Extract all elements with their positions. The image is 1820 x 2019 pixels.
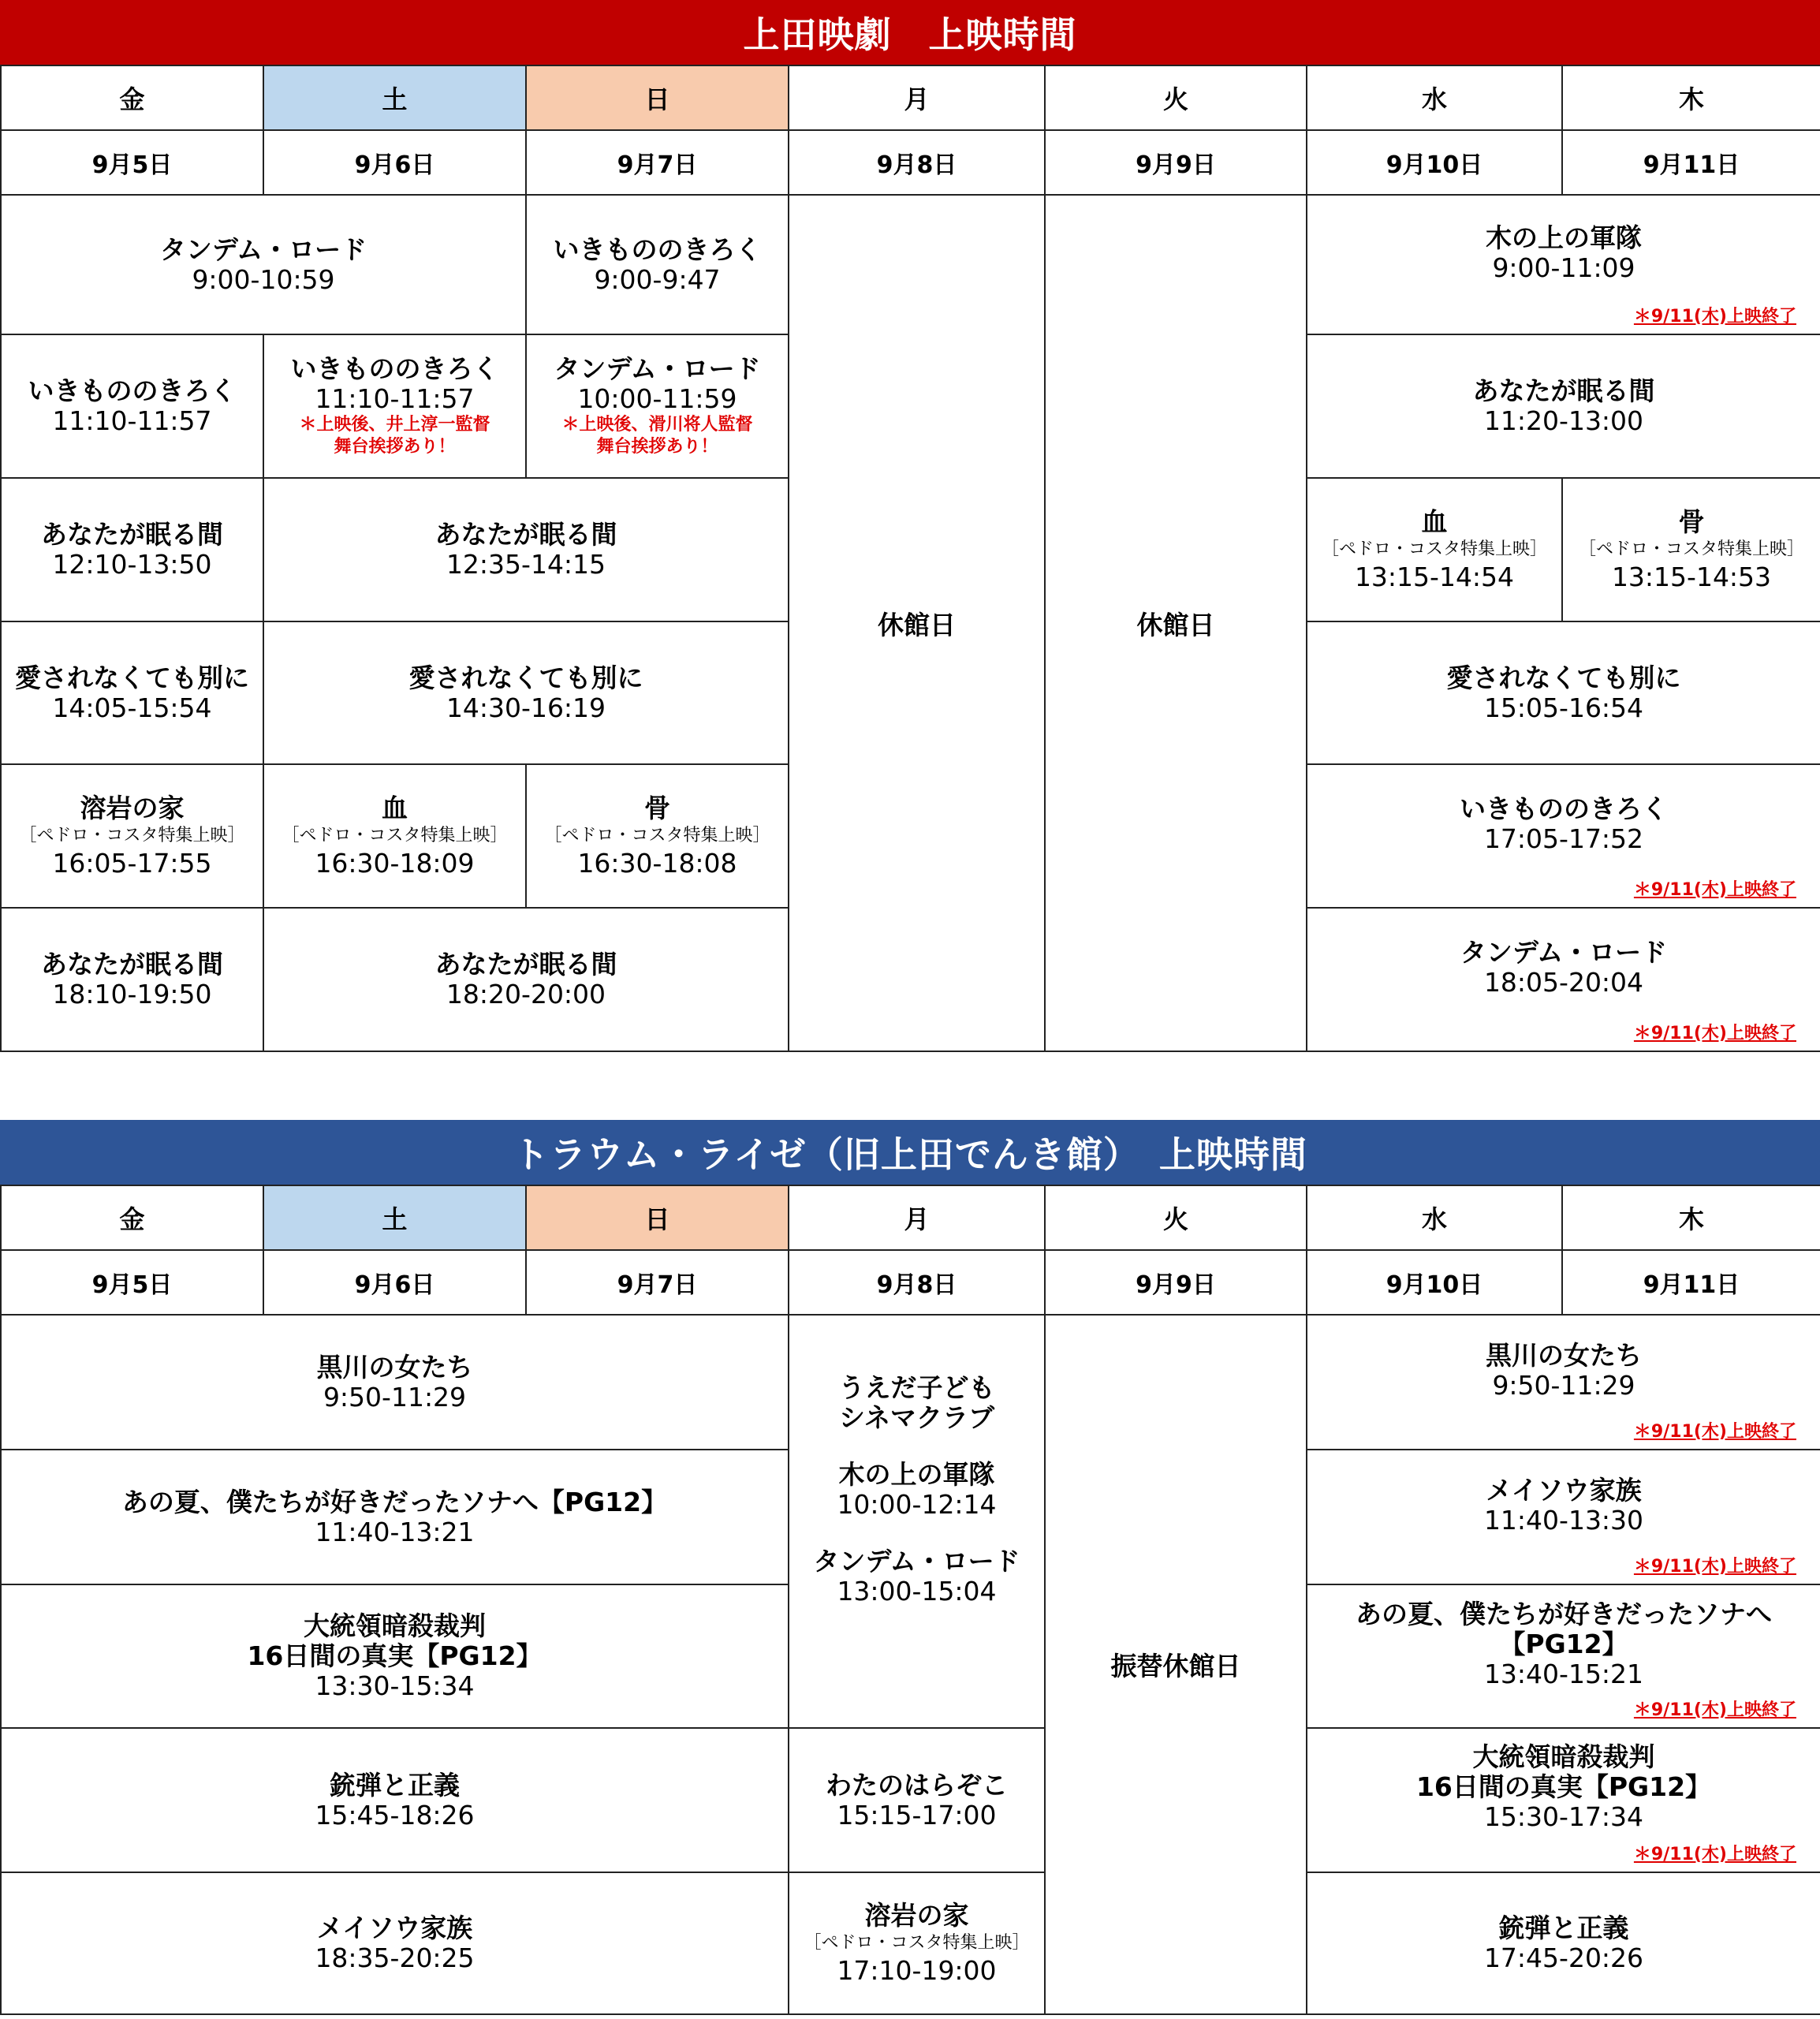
screening-cell [1,334,263,478]
screening-row [1,1872,1820,2014]
film-title: あなたが眠る間 [41,949,223,980]
showtime: 9:00-9:47 [594,263,721,295]
showtime: 12:35-14:15 [446,549,606,580]
section-title-banner: 上田映劇 上映時間 [0,0,1820,65]
screening-cell [526,195,789,334]
weekday-thu: 木 [1562,65,1820,130]
film-title: 銃弾と正義 [330,1769,460,1801]
closed-cell-tue [1045,195,1307,1051]
film-title: 骨 [1678,506,1705,537]
screening-row [1,1728,1820,1872]
kids-cinema-club-cell [789,1315,1045,1728]
showtime: 11:10-11:57 [315,383,475,414]
weekday-fri: 金 [1,65,263,130]
special-program-label: ［ペドロ・コスタ特集上映］ [544,826,770,845]
weekday-tue: 火 [1045,1185,1307,1250]
film-title: 黒川の女たち [1486,1339,1642,1371]
weekday-row [1,65,1820,130]
date-0911: 9月11日 [1562,130,1820,195]
weekday-fri: 金 [1,1185,263,1250]
schedule-table-traum-reise [0,1185,1820,2015]
film-title: 木の上の軍隊 [838,1459,995,1490]
screening-cell [1307,1450,1820,1584]
end-note: ＊9/11(木)上映終了 [1633,1422,1796,1442]
showtime: 15:05-16:54 [1483,692,1644,723]
screening-row [1,1315,1820,1450]
program-title: うえだ子ども [838,1372,995,1403]
spacer [789,1607,1044,1670]
showtime: 16:30-18:09 [315,848,475,879]
date-row [1,130,1820,195]
screening-cell [1307,1872,1820,2014]
screening-cell [1307,478,1562,621]
showtime: 17:10-19:00 [837,1955,997,1986]
film-title: 愛されなくても別に [15,662,249,693]
showtime: 11:20-13:00 [1483,405,1644,436]
end-note: ＊9/11(木)上映終了 [1633,1845,1796,1864]
film-title: メイソウ家族 [316,1913,473,1943]
weekday-mon: 月 [789,1185,1045,1250]
screening-row [1,195,1820,334]
film-title: 大統領暗殺裁判 [1472,1741,1655,1772]
date-row [1,1250,1820,1315]
date-0908: 9月8日 [789,130,1045,195]
film-title: 愛されなくても別に [1446,662,1681,693]
screening-cell [1,908,263,1051]
special-program-label: ［ペドロ・コスタ特集上映］ [19,826,245,845]
screening-cell [1307,334,1820,478]
film-title: 16日間の真実【PG12】 [247,1640,543,1671]
screening-cell [1,1584,789,1728]
screening-cell [263,478,789,621]
screening-cell [1,621,263,764]
screening-cell [1307,195,1820,334]
event-note: ＊上映後、滑川将人監督 [561,415,753,435]
special-program-label: ［ペドロ・コスタ特集上映］ [282,826,508,845]
film-title: 黒川の女たち [316,1351,473,1383]
date-0906: 9月6日 [263,130,526,195]
screening-cell [1307,1315,1820,1450]
film-title: わたのはらぞこ [826,1769,1008,1801]
showtime: 16:30-18:08 [577,848,737,879]
screening-cell [1307,908,1820,1051]
showtime: 14:05-15:54 [52,692,212,723]
screening-cell [1562,478,1820,621]
screening-cell [1,1872,789,2014]
film-title: いきもののきろく [290,353,499,384]
screening-cell [789,1728,1045,1872]
film-title: いきもののきろく [28,375,237,406]
end-note: ＊9/11(木)上映終了 [1633,880,1796,900]
date-0910: 9月10日 [1307,1250,1562,1315]
weekday-wed: 水 [1307,65,1562,130]
showtime: 11:40-13:21 [315,1516,475,1547]
film-title: 溶岩の家 [864,1900,969,1931]
weekday-sat: 土 [263,65,526,130]
schedule-table-ueda-eigeki [0,65,1820,1052]
film-title: あなたが眠る間 [434,519,617,550]
weekday-thu: 木 [1562,1185,1820,1250]
weekday-sat: 土 [263,1185,526,1250]
screening-cell [1,1450,789,1584]
date-0905: 9月5日 [1,130,263,195]
section-title-banner: トラウム・ライゼ（旧上田でんき館） 上映時間 [0,1120,1820,1185]
screening-cell [1,1728,789,1872]
screening-cell [1307,621,1820,764]
showtime: 17:45-20:26 [1483,1942,1644,1973]
event-note: 舞台挨拶あり！ [334,437,456,457]
program-title: シネマクラブ [838,1402,994,1433]
film-title: 16日間の真実【PG12】 [1415,1771,1712,1802]
screening-cell [789,1872,1045,2014]
date-0907: 9月7日 [526,1250,789,1315]
showtime: 15:15-17:00 [837,1799,997,1831]
film-title: タンデム・ロード [813,1546,1020,1577]
film-title: メイソウ家族 [1486,1474,1642,1506]
showtime: 9:00-10:59 [192,263,335,295]
film-title: 銃弾と正義 [1498,1913,1629,1943]
screening-cell [1307,1728,1820,1872]
screening-cell [263,334,526,478]
screening-cell [1,195,526,334]
date-0909: 9月9日 [1045,130,1307,195]
showtime: 18:20-20:00 [446,979,606,1010]
end-note: ＊9/11(木)上映終了 [1633,1700,1796,1720]
film-title: 骨 [644,793,670,823]
event-note: 舞台挨拶あり！ [596,437,718,457]
showtime: 13:40-15:21 [1483,1659,1644,1689]
screening-cell [1,478,263,621]
weekday-tue: 火 [1045,65,1307,130]
showtime: 13:15-14:53 [1611,562,1772,592]
date-0910: 9月10日 [1307,130,1562,195]
screening-cell [1,1315,789,1450]
film-title: 愛されなくても別に [408,662,643,693]
closed-label: 振替休館日 [1110,1651,1241,1681]
special-program-label: ［ペドロ・コスタ特集上映］ [1321,539,1547,559]
film-title: 血 [382,793,408,823]
screening-cell [526,764,789,908]
showtime: 12:10-13:50 [52,549,212,580]
showtime: 13:15-14:54 [1354,562,1515,592]
section-traum-reise [0,1120,1820,2019]
end-note: ＊9/11(木)上映終了 [1633,307,1796,327]
film-title: タンデム・ロード [1460,937,1668,968]
screening-cell [1,764,263,908]
weekday-sun: 日 [526,65,789,130]
closed-label: 休館日 [1136,609,1215,640]
screening-cell [1307,1584,1820,1728]
showtime: 14:30-16:19 [446,692,606,723]
showtime: 13:30-15:34 [315,1670,475,1701]
screening-cell [1307,764,1820,908]
film-title: あなたが眠る間 [1472,375,1655,406]
spacer [789,1433,1044,1460]
film-title: あの夏、僕たちが好きだったソナへ【PG12】 [1356,1599,1772,1659]
showtime: 9:00-11:09 [1492,252,1635,283]
date-0908: 9月8日 [789,1250,1045,1315]
showtime: 9:50-11:29 [1492,1369,1635,1401]
showtime: 10:00-11:59 [577,383,737,414]
showtime: 11:10-11:57 [52,405,212,436]
date-0909: 9月9日 [1045,1250,1307,1315]
showtime: 11:40-13:30 [1483,1504,1644,1536]
film-title: 血 [1421,506,1448,537]
film-title: タンデム・ロード [554,353,761,384]
showtime: 15:30-17:34 [1483,1801,1644,1832]
showtime: 17:05-17:52 [1483,823,1644,854]
weekday-wed: 水 [1307,1185,1562,1250]
closed-cell-tue [1045,1315,1307,2014]
special-program-label: ［ペドロ・コスタ特集上映］ [804,1933,1030,1953]
screening-cell [263,908,789,1051]
film-title: 木の上の軍隊 [1486,222,1642,253]
weekday-sun: 日 [526,1185,789,1250]
film-title: 大統領暗殺裁判 [304,1610,486,1641]
showtime: 18:05-20:04 [1483,967,1644,998]
film-title: あなたが眠る間 [434,949,617,980]
screening-cell [263,621,789,764]
end-note: ＊9/11(木)上映終了 [1633,1024,1796,1043]
spacer [789,1520,1044,1547]
closed-cell-mon [789,195,1045,1051]
film-title: いきもののきろく [1460,793,1668,824]
closed-label: 休館日 [878,609,956,640]
film-title: いきもののきろく [553,233,762,265]
film-title: タンデム・ロード [159,233,367,265]
event-note: ＊上映後、井上淳一監督 [299,415,490,435]
date-0907: 9月7日 [526,130,789,195]
screening-cell [526,334,789,478]
showtime: 10:00-12:14 [837,1489,997,1520]
showtime: 18:10-19:50 [52,979,212,1010]
film-title: あの夏、僕たちが好きだったソナへ【PG12】 [121,1486,668,1517]
end-note: ＊9/11(木)上映終了 [1633,1557,1796,1577]
showtime: 13:00-15:04 [837,1576,997,1607]
showtime: 16:05-17:55 [52,848,212,879]
film-title: あなたが眠る間 [41,519,223,550]
showtime: 18:35-20:25 [315,1942,475,1973]
weekday-mon: 月 [789,65,1045,130]
date-0911: 9月11日 [1562,1250,1820,1315]
screening-cell [263,764,526,908]
date-0905: 9月5日 [1,1250,263,1315]
weekday-row [1,1185,1820,1250]
special-program-label: ［ペドロ・コスタ特集上映］ [1578,539,1804,559]
date-0906: 9月6日 [263,1250,526,1315]
showtime: 15:45-18:26 [315,1799,475,1831]
showtime: 9:50-11:29 [323,1381,467,1413]
film-title: 溶岩の家 [80,793,185,823]
